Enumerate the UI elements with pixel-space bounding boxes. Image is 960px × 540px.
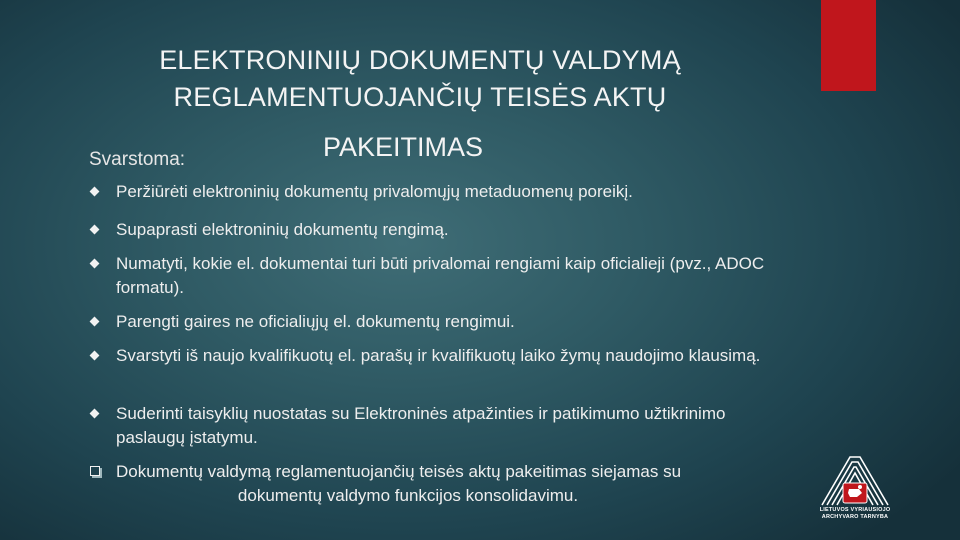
bullet-text: Supaprasti elektroninių dokumentų rengimą. — [116, 220, 449, 239]
section-label: Svarstoma: — [89, 149, 186, 170]
diamond-bullet-icon — [90, 317, 100, 327]
diamond-bullet-icon — [90, 351, 100, 361]
bullet-text: Numatyti, kokie el. dokumentai turi būti privalomai rengiami kaip oficialieji (pvz., ADOC formatu). — [116, 254, 765, 297]
bullet-text: Svarstyti iš naujo kvalifikuotų el. parašų ir kvalifikuotų laiko žymų naudojimo klausimą. — [116, 346, 761, 365]
list-item — [90, 344, 780, 368]
list-item — [90, 460, 780, 508]
diamond-bullet-icon — [90, 259, 100, 269]
title-line-3: PAKEITIMAS — [323, 132, 484, 162]
title-line-1: ELEKTRONINIŲ DOKUMENTŲ VALDYMĄ — [159, 45, 681, 75]
list-item — [90, 310, 780, 334]
red-accent-tab — [821, 0, 876, 91]
bullet-text-line-2: dokumentų valdymo funkcijos konsolidavimu. — [237, 486, 579, 505]
diamond-bullet-icon — [90, 225, 100, 235]
bullet-text: Parengti gaires ne oficialiųjų el. dokumentų rengimui. — [116, 312, 515, 331]
logo-caption-line-1: LIETUVOS VYRIAUSIOJO — [819, 507, 891, 513]
diamond-bullet-icon — [90, 187, 100, 197]
checkbox-square-icon — [90, 466, 100, 476]
bullet-text: Suderinti taisyklių nuostatas su Elektroninės atpažinties ir patikimumo užtikrinimo paslaugų įstatymu. — [116, 404, 726, 447]
list-item — [90, 218, 780, 242]
list-item — [90, 252, 780, 300]
title-line-2: REGLAMENTUOJANČIŲ TEISĖS AKTŲ — [173, 82, 667, 112]
slide-title — [80, 42, 760, 116]
logo-caption — [804, 507, 906, 521]
list-item — [90, 402, 780, 450]
diamond-bullet-icon — [90, 409, 100, 419]
logo-caption-line-2: ARCHYVARO TARNYBA — [821, 514, 889, 520]
bullet-text-line-1: Dokumentų valdymą reglamentuojančių teisės aktų pakeitimas siejamas su — [116, 462, 682, 481]
list-item — [90, 180, 780, 204]
bullet-text: Peržiūrėti elektroninių dokumentų privalomųjų metaduomenų poreikį. — [116, 182, 633, 201]
